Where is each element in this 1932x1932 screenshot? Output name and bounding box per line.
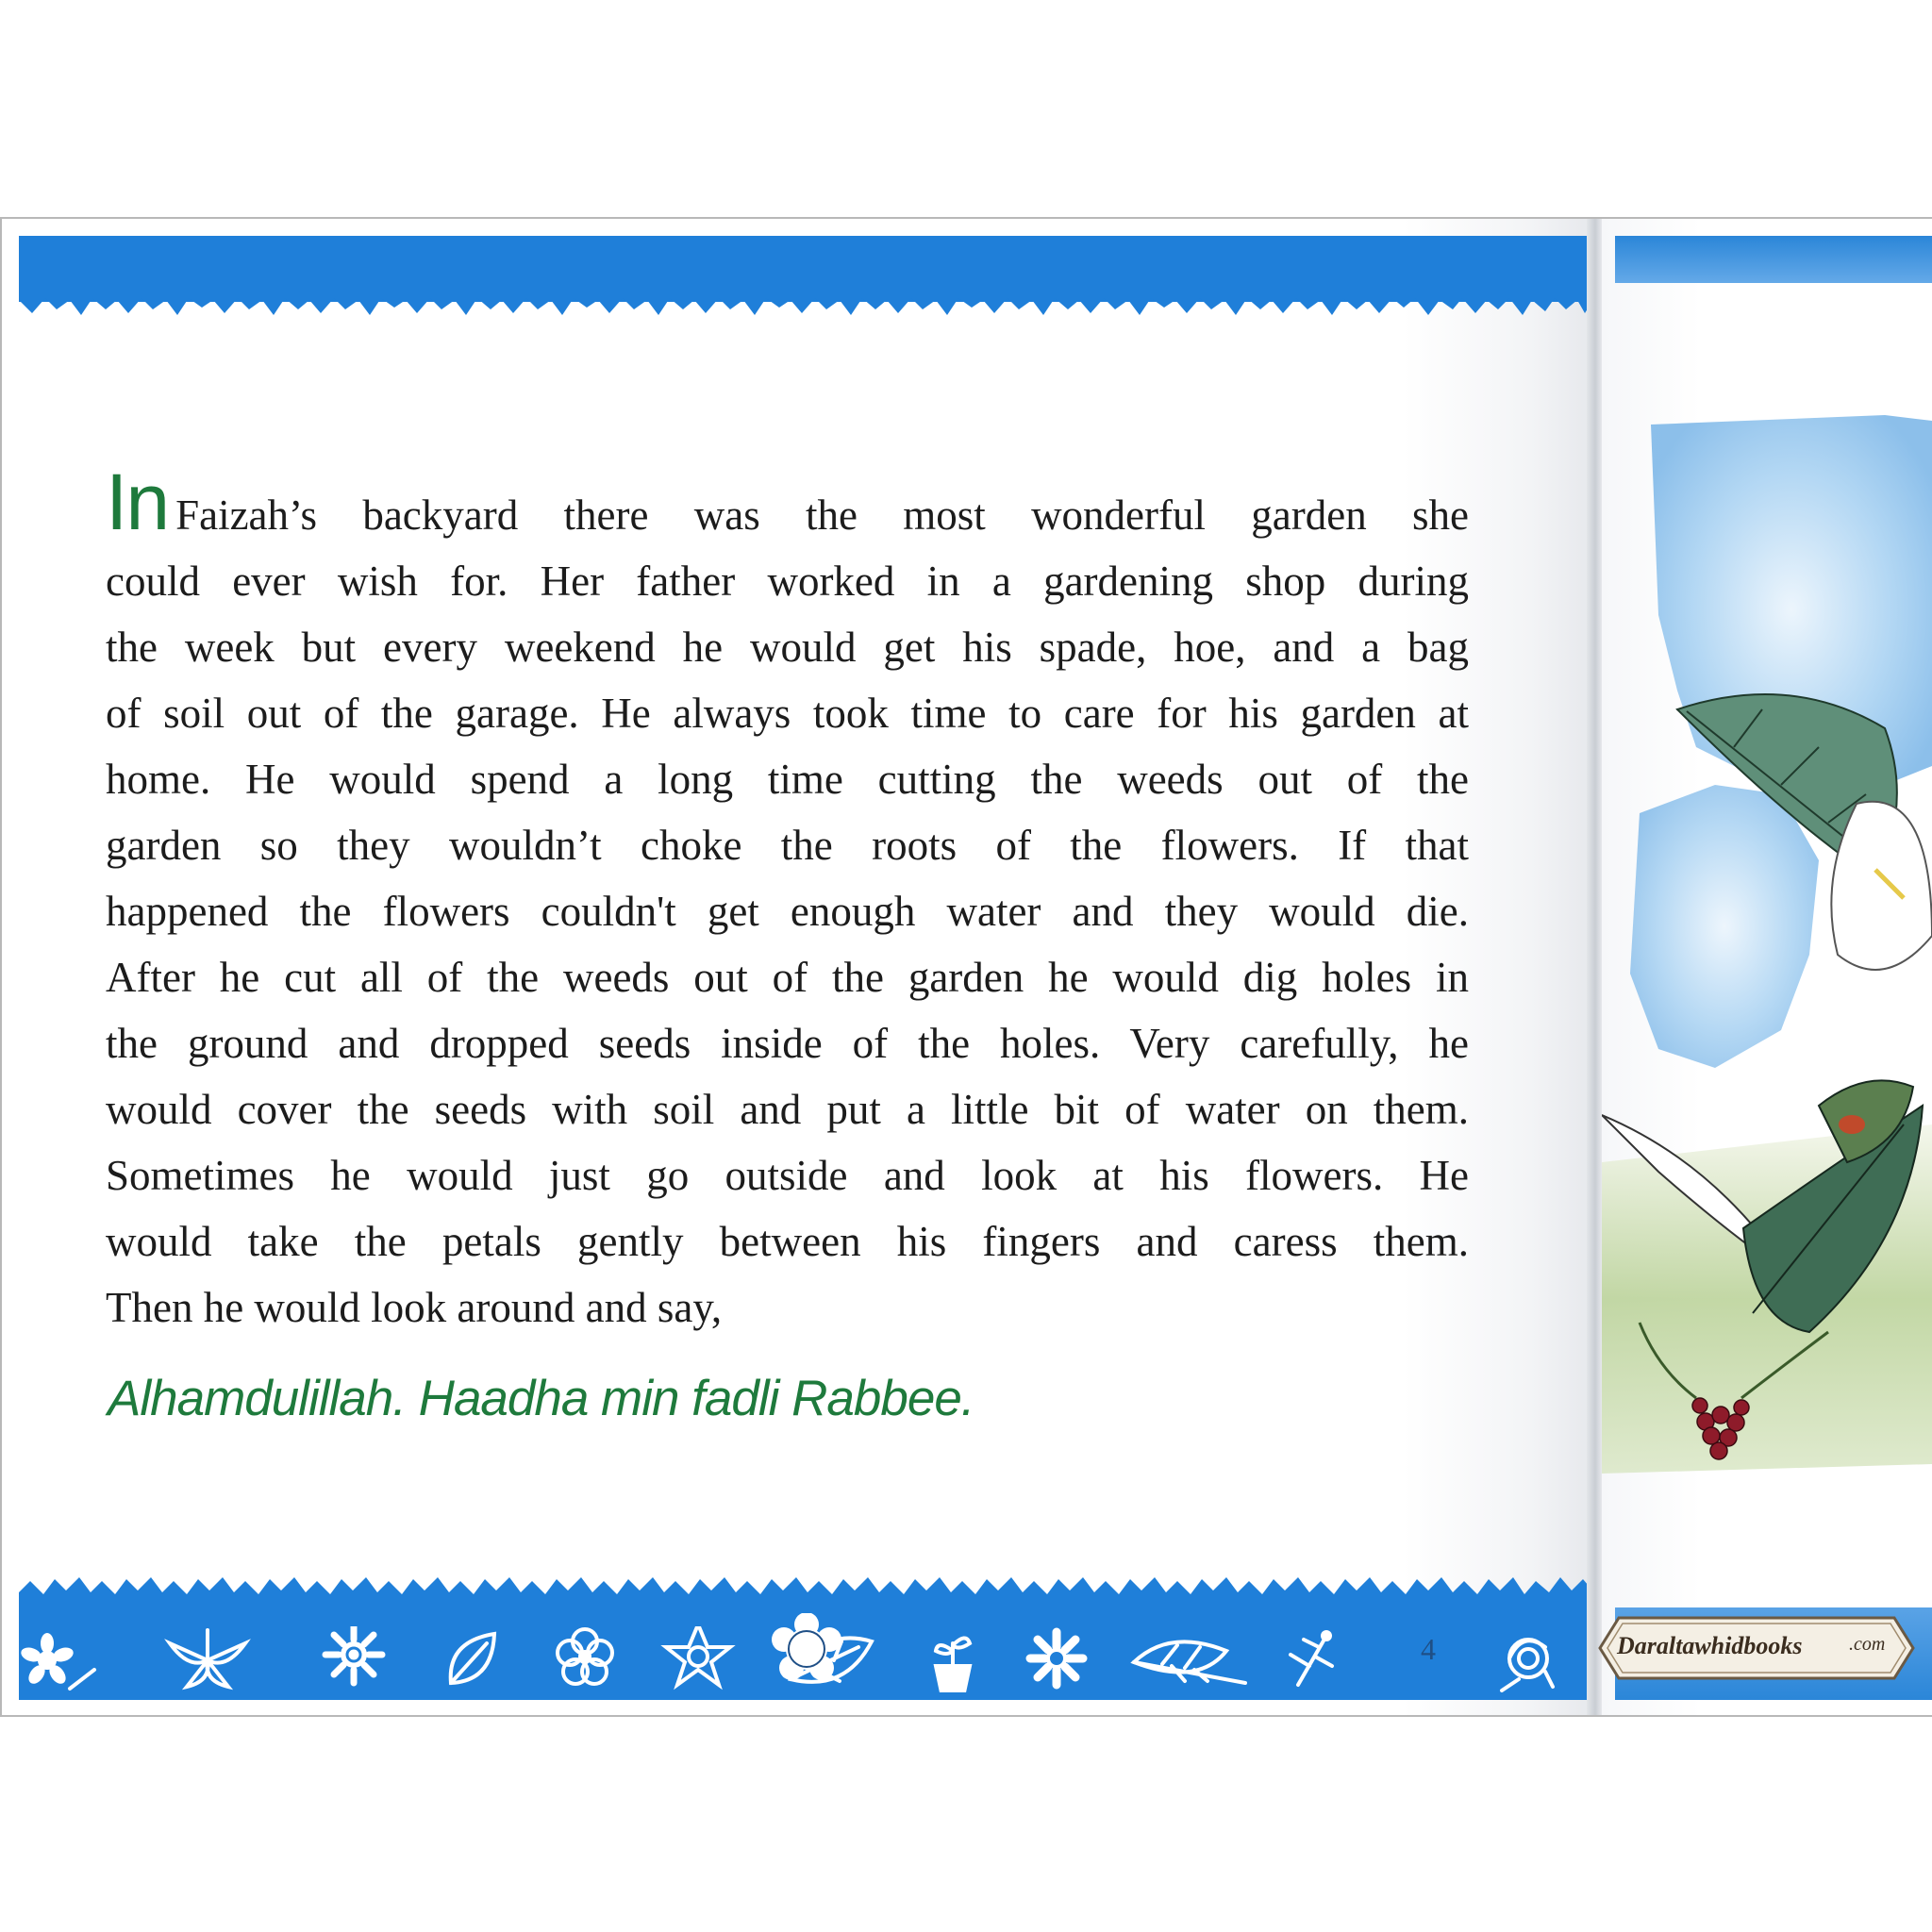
story-line-4: of soil out of the garage. He always took time to care for his garden at: [106, 690, 1469, 737]
grass-edge-top: [19, 292, 1594, 317]
watermark-suffix: .com: [1849, 1634, 1886, 1655]
story-line-5: home. He would spend a long time cutting the weeds out of the: [106, 756, 1469, 803]
story-line-2: could ever wish for. Her father worked in a gardening shop during: [106, 558, 1469, 605]
story-line-11: Sometimes he would just go outside and look at his flowers. He: [106, 1152, 1469, 1199]
sky-wash-lower: [1630, 785, 1819, 1068]
story-line-9: the ground and dropped seeds inside of the holes. Very carefully, he: [106, 1020, 1469, 1067]
page-number: 4: [1421, 1632, 1436, 1666]
bottom-border-band: [19, 1596, 1594, 1700]
page-number-wrap: [1392, 1613, 1464, 1685]
page-number-flower-icon: [19, 1613, 1594, 1685]
top-border-band: [19, 236, 1594, 302]
watermark-name: Daraltawhidbooks: [1617, 1632, 1803, 1659]
story-line-1: In Faizah’s backyard there was the most wonderful garden she: [106, 458, 1469, 546]
right-page-illustration: [1602, 219, 1932, 1715]
left-page: [2, 219, 1594, 1715]
story-line-7: happened the flowers couldn't get enough water and they would die.: [106, 888, 1469, 935]
closing-phrase: Alhamdulillah. Haadha min fadli Rabbee.: [108, 1371, 974, 1426]
book-spread: [0, 217, 1932, 1717]
story-line-6: garden so they wouldn’t choke the roots of the flowers. If that: [106, 822, 1469, 869]
story-line-12: would take the petals gently between his fingers and caress them.: [106, 1218, 1469, 1265]
story-line-10: would cover the seeds with soil and put a little bit of water on them.: [106, 1086, 1469, 1133]
drop-cap: In: [106, 458, 169, 546]
story-line-13: Then he would look around and say,: [106, 1284, 723, 1331]
lily-flower: [1831, 802, 1932, 970]
story-line-3: the week but every weekend he would get his spade, hoe, and a bag: [106, 624, 1469, 671]
story-text: [106, 458, 1469, 1341]
story-line-8: After he cut all of the weeds out of the garden he would dig holes in: [106, 954, 1469, 1001]
grass-edge-bottom: [19, 1575, 1594, 1600]
garden-illustration: [1602, 219, 1932, 1715]
